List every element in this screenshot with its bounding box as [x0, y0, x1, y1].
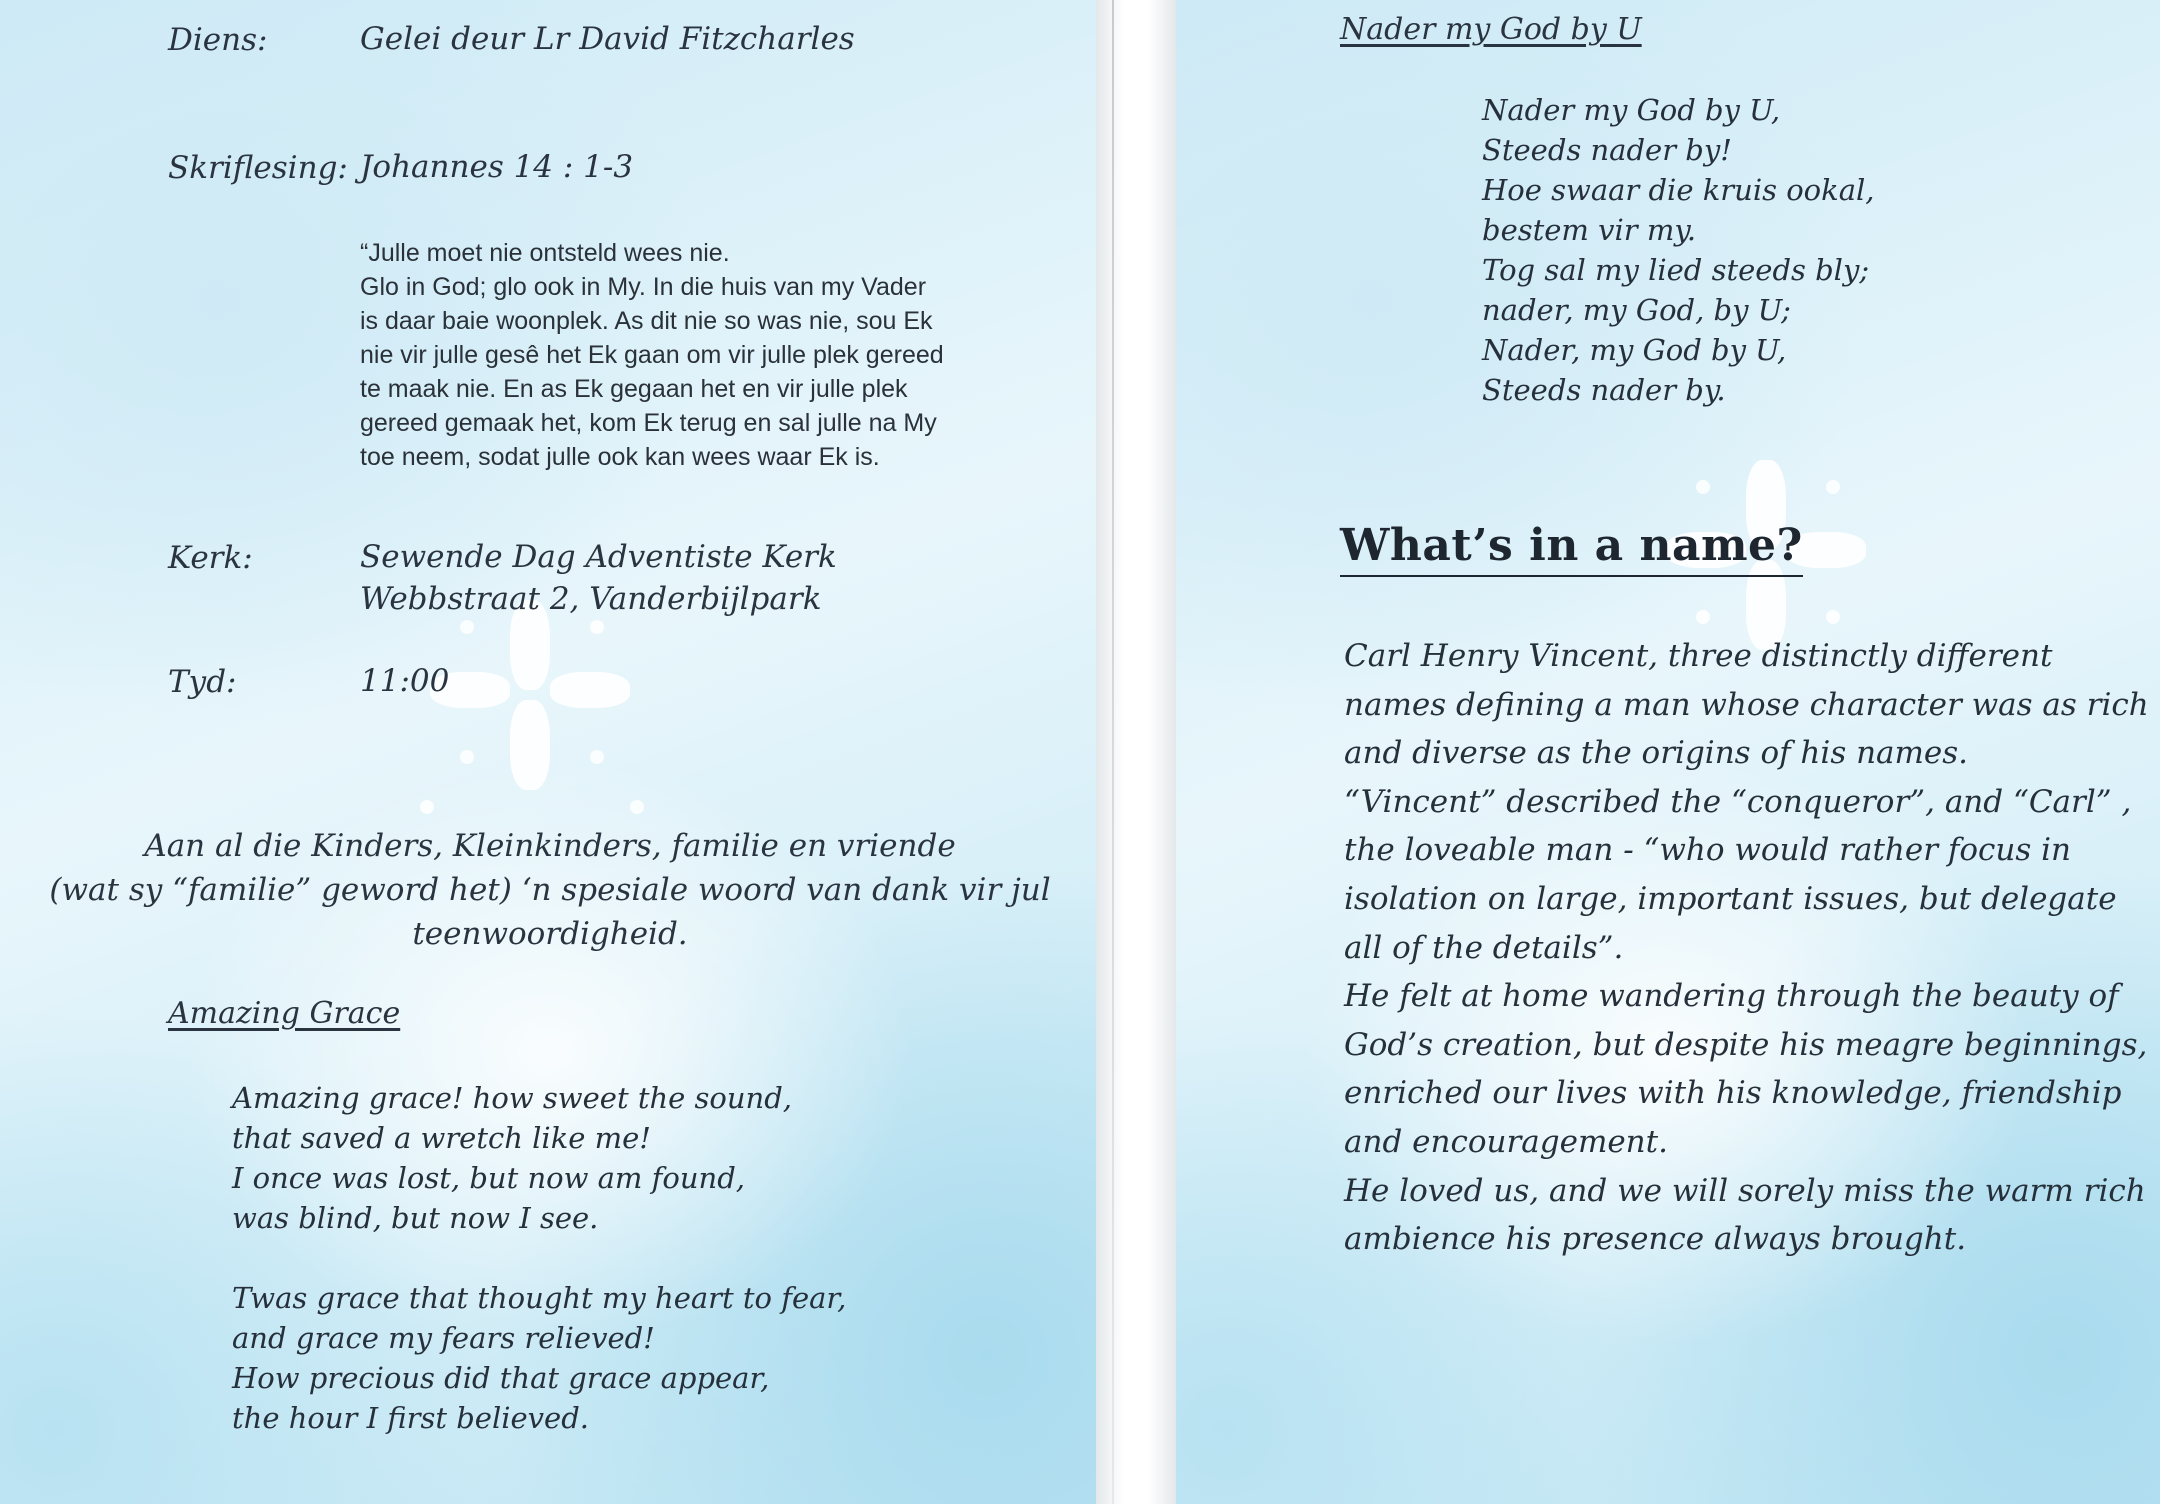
tribute-line: all of the details”.	[1344, 929, 1624, 966]
tribute-line: Carl Henry Vincent, three distinctly different	[1344, 638, 2053, 674]
page-fold	[1112, 0, 1114, 1504]
scripture-line: nie vir julle gesê het Ek gaan om vir julle plek gereed	[360, 341, 944, 369]
hymn-line: Twas grace that thought my heart to fear,	[232, 1281, 847, 1315]
skriflesing-value: Johannes 14 : 1-3	[360, 149, 634, 185]
page-gutter	[1096, 0, 1176, 1504]
hymn-line: Nader my God by U,	[1482, 93, 1781, 127]
diens-value: Gelei deur Lr David Fitzcharles	[360, 21, 855, 57]
church-name: Sewende Dag Adventiste Kerk	[360, 539, 837, 575]
hymn-line: I once was lost, but now am found,	[232, 1161, 745, 1195]
hymn-nader-my-god	[1482, 90, 1874, 410]
time-value: 11:00	[360, 663, 450, 699]
hymn-line: Steeds nader by!	[1482, 133, 1732, 167]
hymn-line: the hour I first believed.	[232, 1401, 590, 1435]
thanks-line: Aan al die Kinders, Kleinkinders, familie en vriende	[144, 828, 956, 864]
thanks-line: (wat sy “familie” geword het) ‘n spesiale woord van dank vir jul	[49, 872, 1051, 908]
hymn-line: Tog sal my lied steeds bly;	[1482, 253, 1870, 287]
tribute-line: He loved us, and we will sorely miss the warm rich	[1344, 1172, 2146, 1209]
tribute-line: and diverse as the origins of his names.	[1344, 735, 1969, 772]
tribute-line: “Vincent” described the “conqueror”, and “Carl” ,	[1344, 783, 2132, 820]
tribute-heading: What’s in a name?	[1340, 520, 1803, 577]
hymn-line: Nader, my God by U,	[1482, 333, 1787, 367]
tribute-line: God’s creation, but despite his meagre beginnings,	[1344, 1026, 2148, 1063]
tyd-label: Tyd:	[168, 664, 237, 700]
tribute-line: isolation on large, important issues, but delegate	[1344, 880, 2117, 917]
hymn-line	[232, 1238, 846, 1278]
tribute-line: and encouragement.	[1344, 1123, 1668, 1160]
hymn-title-nader-my-god: Nader my God by U	[1340, 12, 1642, 47]
scripture-passage	[360, 236, 1040, 474]
right-page	[1176, 0, 2160, 1504]
kerk-label: Kerk:	[168, 540, 253, 576]
skriflesing-label: Skriflesing:	[168, 150, 348, 186]
tribute-line: He felt at home wandering through the beauty of	[1344, 978, 2119, 1015]
hymn-line: and grace my fears relieved!	[232, 1321, 655, 1355]
hymn-line: How precious did that grace appear,	[232, 1361, 770, 1395]
tribute-line: names defining a man whose character was as rich	[1344, 686, 2149, 723]
thanks-line: teenwoordigheid.	[412, 916, 688, 952]
hymn-amazing-grace	[232, 1078, 846, 1438]
hymn-line: bestem vir my.	[1482, 213, 1697, 247]
scripture-line: toe neem, sodat julle ook kan wees waar Ek is.	[360, 443, 880, 471]
tribute-text	[1344, 632, 2149, 1264]
church-address	[360, 536, 837, 620]
thanks-message	[40, 824, 1060, 956]
hymn-line: was blind, but now I see.	[232, 1201, 599, 1235]
hymn-line: that saved a wretch like me!	[232, 1121, 651, 1155]
hymn-title-amazing-grace: Amazing Grace	[168, 996, 401, 1031]
church-street: Webbstraat 2, Vanderbijlpark	[360, 581, 822, 617]
scripture-line: te maak nie. En as Ek gegaan het en vir julle plek	[360, 375, 908, 403]
hymn-line: Amazing grace! how sweet the sound,	[232, 1081, 793, 1115]
tribute-line: enriched our lives with his knowledge, friendship	[1344, 1075, 2122, 1112]
tribute-line: the loveable man - “who would rather focus in	[1344, 832, 2072, 869]
tribute-line: ambience his presence always brought.	[1344, 1221, 1967, 1258]
scripture-line: is daar baie woonplek. As dit nie so was nie, sou Ek	[360, 307, 933, 335]
scripture-line: gereed gemaak het, kom Ek terug en sal julle na My	[360, 409, 937, 437]
hymn-line: Hoe swaar die kruis ookal,	[1482, 173, 1875, 207]
diens-label: Diens:	[168, 22, 268, 58]
scripture-line: “Julle moet nie ontsteld wees nie.	[360, 239, 730, 267]
hymn-line: nader, my God, by U;	[1482, 293, 1791, 327]
hymn-line: Steeds nader by.	[1482, 373, 1726, 407]
scripture-line: Glo in God; glo ook in My. In die huis van my Vader	[360, 273, 927, 301]
